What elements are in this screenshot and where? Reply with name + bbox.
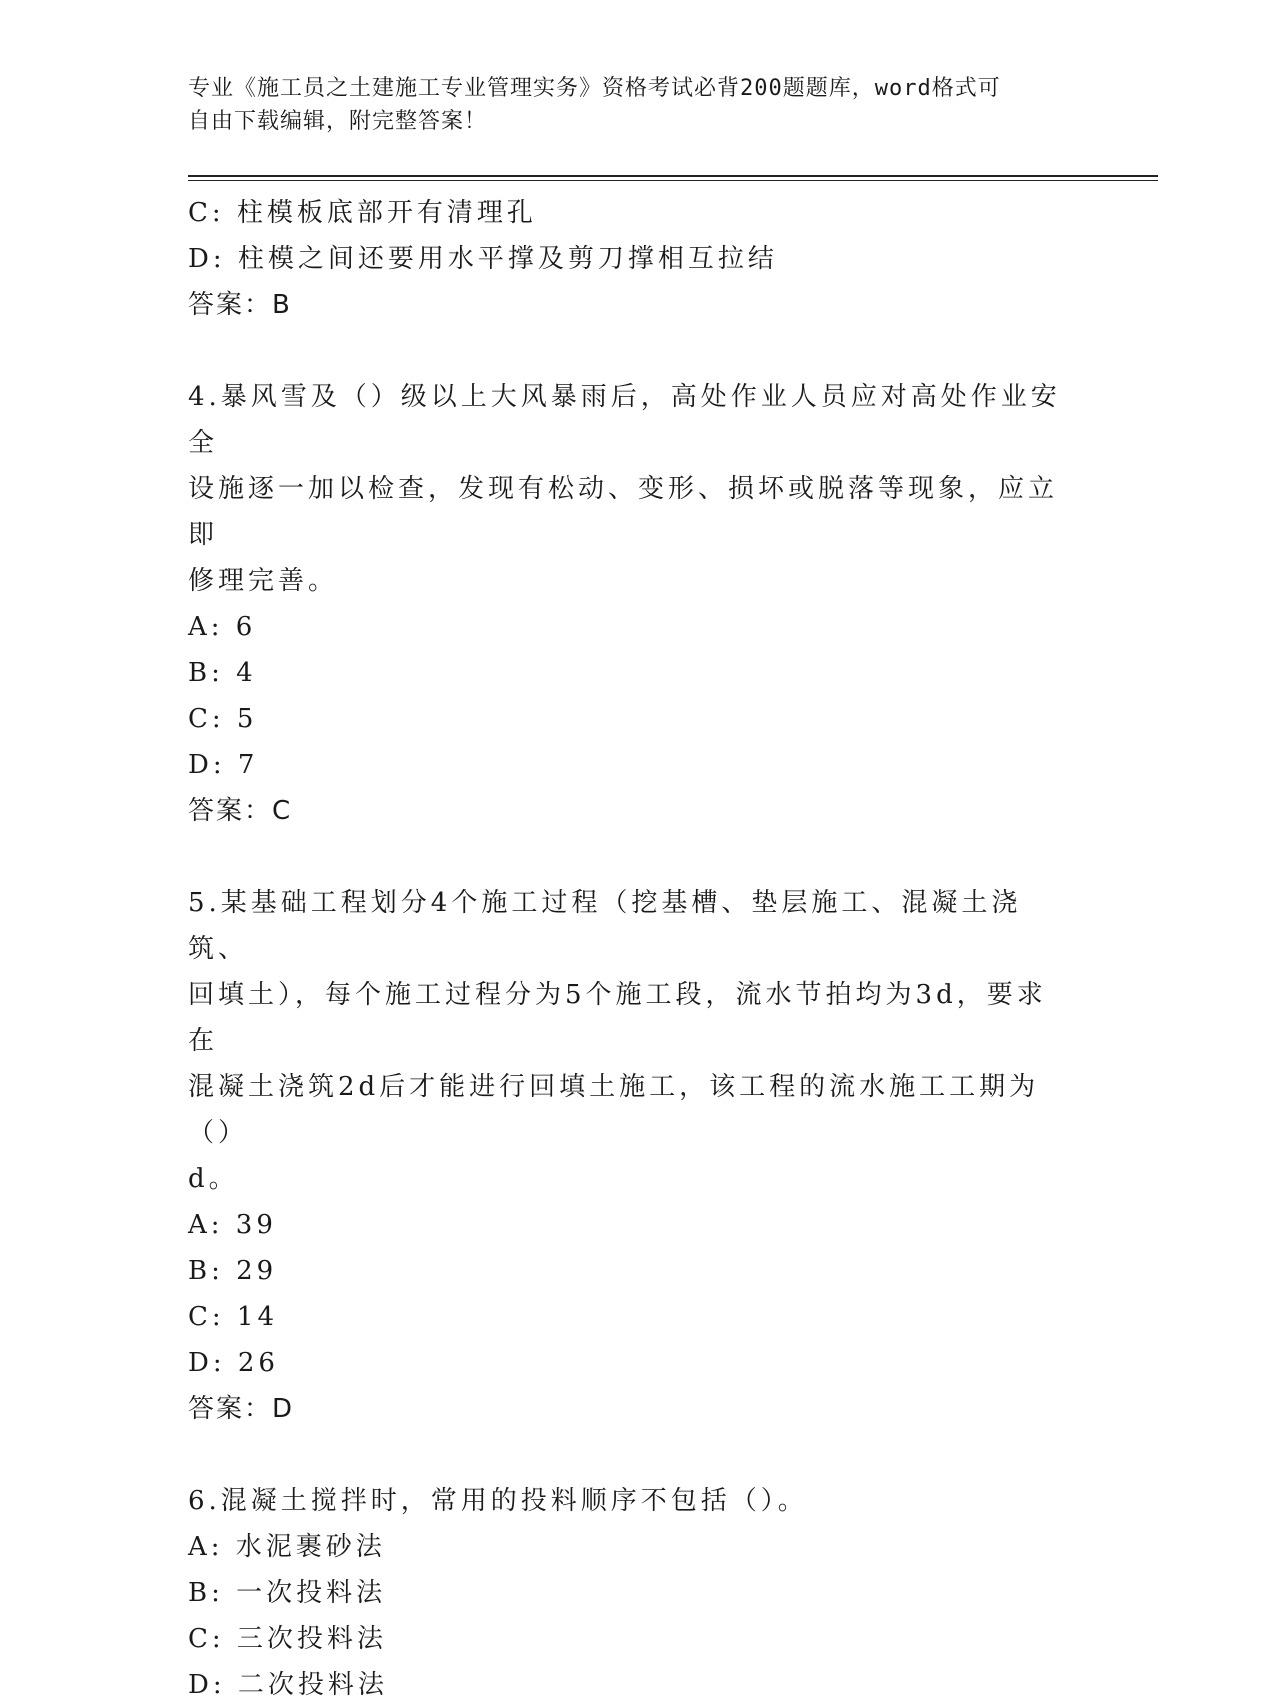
option-a: A: 39 — [188, 1210, 277, 1240]
option-a: A: 6 — [188, 612, 257, 642]
question-stem — [188, 1478, 1068, 1524]
option-c: C: 5 — [188, 704, 258, 734]
stem-line: 修理完善。 — [188, 566, 339, 596]
option-d: D: 二次投料法 — [188, 1670, 388, 1700]
question-content — [188, 190, 1068, 1708]
stem-line: 6.混凝土搅拌时，常用的投料顺序不包括（）。 — [188, 1486, 808, 1516]
option-c: C: 柱模板底部开有清理孔 — [188, 198, 537, 228]
header-divider-thick — [188, 175, 1158, 177]
answer-line: 答案：D — [188, 1394, 295, 1424]
option-a: A: 水泥裹砂法 — [188, 1532, 386, 1562]
option-b: B: 29 — [188, 1256, 278, 1286]
question-stem — [188, 374, 1068, 604]
stem-line: d。 — [188, 1164, 239, 1194]
option-d: D: 26 — [188, 1348, 279, 1378]
question-4 — [188, 374, 1068, 834]
option-b: B: 一次投料法 — [188, 1578, 387, 1608]
header-divider-thin — [188, 180, 1158, 181]
spacer — [188, 328, 1068, 374]
carryover-block — [188, 190, 1068, 328]
spacer — [188, 834, 1068, 880]
answer-line: 答案：C — [188, 796, 293, 826]
document-header — [188, 72, 1068, 138]
header-line-2: 自由下载编辑，附完整答案！ — [188, 109, 488, 134]
stem-line: 5.某基础工程划分4个施工过程（挖基槽、垫层施工、混凝土浇筑、 — [188, 888, 1022, 964]
spacer — [188, 1432, 1068, 1478]
option-d: D: 7 — [188, 750, 259, 780]
option-c: C: 三次投料法 — [188, 1624, 387, 1654]
stem-line: 4.暴风雪及（）级以上大风暴雨后，高处作业人员应对高处作业安全 — [188, 382, 1061, 458]
option-d: D: 柱模之间还要用水平撑及剪刀撑相互拉结 — [188, 244, 778, 274]
question-5 — [188, 880, 1068, 1432]
question-stem — [188, 880, 1068, 1202]
option-b: B: 4 — [188, 658, 257, 688]
stem-line: 设施逐一加以检查，发现有松动、变形、损坏或脱落等现象，应立即 — [188, 474, 1059, 550]
option-c: C: 14 — [188, 1302, 279, 1332]
question-6 — [188, 1478, 1068, 1708]
stem-line: 混凝土浇筑2d后才能进行回填土施工，该工程的流水施工工期为（） — [188, 1072, 1040, 1148]
stem-line: 回填土），每个施工过程分为5个施工段，流水节拍均为3d，要求在 — [188, 980, 1047, 1056]
answer-line: 答案：B — [188, 290, 292, 320]
header-line-1: 专业《施工员之土建施工专业管理实务》资格考试必背200题题库，word格式可 — [188, 76, 1001, 101]
